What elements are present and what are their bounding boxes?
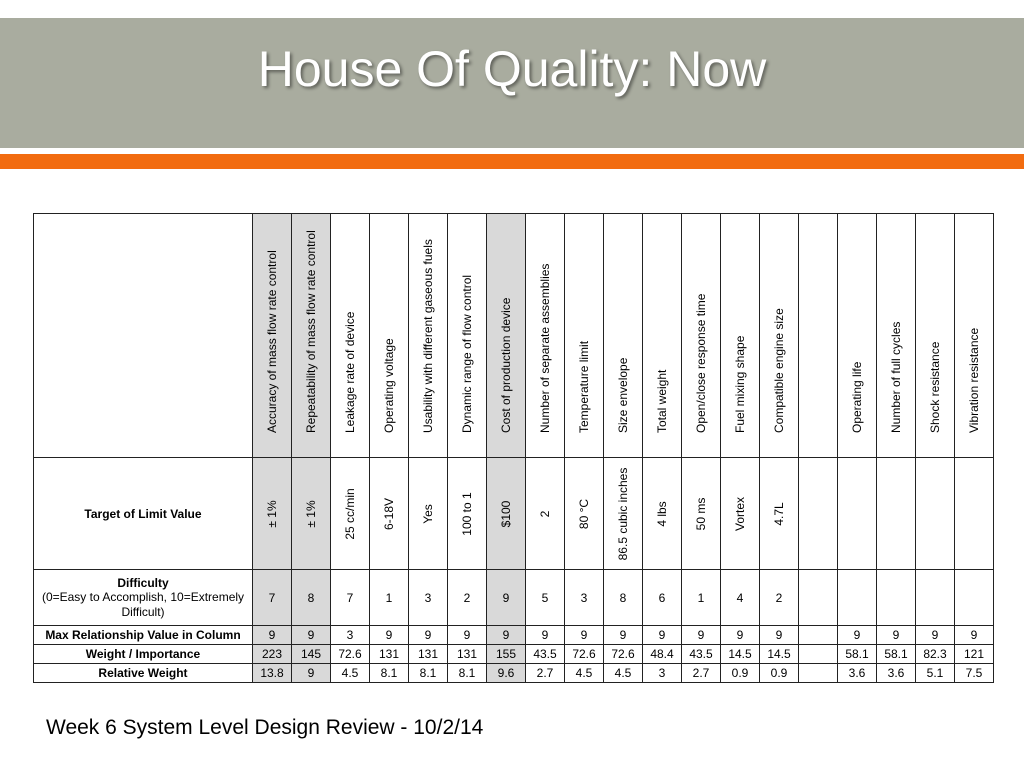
requirement-header-cell (799, 214, 838, 458)
target-value-cell (760, 458, 799, 570)
target-value: ± 1% (304, 499, 318, 528)
difficulty-value-cell: 4 (721, 570, 760, 626)
relative-weight-value-cell: 4.5 (331, 664, 370, 683)
target-value-cell (799, 458, 838, 570)
target-value-cell (370, 458, 409, 570)
weight-value-cell: 14.5 (760, 645, 799, 664)
max-relationship-value-cell: 9 (370, 626, 409, 645)
relative-weight-value-cell: 3.6 (877, 664, 916, 683)
requirement-header: Open/close response time (694, 293, 708, 433)
relative-weight-value-cell (799, 664, 838, 683)
difficulty-value-cell: 7 (331, 570, 370, 626)
difficulty-value-cell: 9 (487, 570, 526, 626)
relative-weight-value-cell: 9 (292, 664, 331, 683)
relative-weight-value-cell: 13.8 (253, 664, 292, 683)
requirement-header: Number of separate assemblies (538, 263, 552, 433)
row-label-weight: Weight / Importance (34, 645, 253, 664)
weight-value-cell: 58.1 (838, 645, 877, 664)
requirement-header-cell (409, 214, 448, 458)
max-relationship-value-cell: 9 (565, 626, 604, 645)
target-value-cell (682, 458, 721, 570)
difficulty-scale: (0=Easy to Accomplish, 10=Extremely Difficult) (41, 589, 245, 619)
requirement-header-cell (526, 214, 565, 458)
difficulty-value-cell (955, 570, 994, 626)
relative-weight-value-cell: 8.1 (370, 664, 409, 683)
max-relationship-value-cell: 9 (526, 626, 565, 645)
difficulty-value-cell: 6 (643, 570, 682, 626)
difficulty-value-cell (916, 570, 955, 626)
weight-value-cell: 72.6 (331, 645, 370, 664)
weight-value-cell: 43.5 (682, 645, 721, 664)
weight-value-cell: 131 (409, 645, 448, 664)
requirement-header-cell (253, 214, 292, 458)
difficulty-value-cell: 1 (682, 570, 721, 626)
requirement-header: Usability with different gaseous fuels (421, 239, 435, 433)
target-value: Yes (421, 503, 435, 524)
target-value-cell (526, 458, 565, 570)
requirement-header: Temperature limit (577, 340, 591, 433)
row-label-max-relationship: Max Relationship Value in Column (34, 626, 253, 645)
weight-value-cell: 72.6 (565, 645, 604, 664)
difficulty-value-cell: 3 (565, 570, 604, 626)
slide-footer: Week 6 System Level Design Review - 10/2/14 (46, 716, 484, 739)
table-row-weight (34, 645, 994, 664)
weight-value-cell: 72.6 (604, 645, 643, 664)
requirement-header: Total weight (655, 369, 669, 433)
weight-value-cell: 131 (448, 645, 487, 664)
requirement-header-cell (838, 214, 877, 458)
target-value: ± 1% (265, 499, 279, 528)
max-relationship-value-cell: 9 (409, 626, 448, 645)
target-value-cell (487, 458, 526, 570)
weight-value-cell: 43.5 (526, 645, 565, 664)
relative-weight-value-cell: 7.5 (955, 664, 994, 683)
requirement-header: Shock resistance (928, 341, 942, 433)
target-value: 4 lbs (655, 500, 669, 527)
target-value: $100 (499, 500, 513, 527)
requirement-header-cell (643, 214, 682, 458)
target-value: 100 to 1 (460, 491, 474, 536)
relative-weight-value-cell: 5.1 (916, 664, 955, 683)
difficulty-value-cell: 8 (604, 570, 643, 626)
target-value-cell (955, 458, 994, 570)
target-value-cell (877, 458, 916, 570)
difficulty-value-cell: 1 (370, 570, 409, 626)
target-value-cell (565, 458, 604, 570)
requirement-header: Leakage rate of device (343, 311, 357, 433)
weight-value-cell: 155 (487, 645, 526, 664)
row-label-target: Target of Limit Value (34, 458, 253, 570)
requirement-header-cell (877, 214, 916, 458)
requirement-header: Size envelope (616, 357, 630, 433)
target-value-cell (916, 458, 955, 570)
relative-weight-value-cell: 8.1 (448, 664, 487, 683)
target-value-cell (331, 458, 370, 570)
difficulty-value-cell (799, 570, 838, 626)
difficulty-value-cell: 3 (409, 570, 448, 626)
target-value-cell (604, 458, 643, 570)
table-row-difficulty (34, 570, 994, 626)
target-value-cell (448, 458, 487, 570)
max-relationship-value-cell: 9 (643, 626, 682, 645)
relative-weight-value-cell: 4.5 (604, 664, 643, 683)
requirement-header: Repeatability of mass flow rate control (304, 230, 318, 433)
target-value: 25 cc/min (343, 487, 357, 540)
requirement-header-cell (721, 214, 760, 458)
table-row-relative-weight (34, 664, 994, 683)
max-relationship-value-cell: 9 (253, 626, 292, 645)
difficulty-value-cell: 2 (760, 570, 799, 626)
target-value: 80 °C (577, 498, 591, 529)
requirement-header: Number of full cycles (889, 321, 903, 433)
max-relationship-value-cell: 9 (292, 626, 331, 645)
weight-value-cell: 14.5 (721, 645, 760, 664)
difficulty-value-cell: 7 (253, 570, 292, 626)
difficulty-value-cell: 2 (448, 570, 487, 626)
weight-value-cell: 223 (253, 645, 292, 664)
target-value-cell (253, 458, 292, 570)
target-value: Vortex (733, 496, 747, 531)
weight-value-cell: 131 (370, 645, 409, 664)
slide-title: House Of Quality: Now (257, 41, 767, 97)
weight-value-cell: 121 (955, 645, 994, 664)
requirement-header-cell (604, 214, 643, 458)
max-relationship-value-cell: 3 (331, 626, 370, 645)
target-value-cell (721, 458, 760, 570)
requirement-header-cell (682, 214, 721, 458)
max-relationship-value-cell: 9 (682, 626, 721, 645)
target-value: 86.5 cubic inches (616, 467, 630, 560)
relative-weight-value-cell: 0.9 (760, 664, 799, 683)
max-relationship-value-cell: 9 (916, 626, 955, 645)
target-value: 2 (538, 510, 552, 517)
target-value-cell (409, 458, 448, 570)
requirement-header-cell (955, 214, 994, 458)
table-row-max-relationship (34, 626, 994, 645)
requirement-header: Operating voltage (382, 338, 396, 433)
requirement-header-cell (292, 214, 331, 458)
target-value-cell (643, 458, 682, 570)
requirement-header: Operating life (850, 361, 864, 433)
max-relationship-value-cell: 9 (955, 626, 994, 645)
requirement-header-cell (448, 214, 487, 458)
relative-weight-value-cell: 2.7 (682, 664, 721, 683)
requirement-header: Vibration resistance (967, 327, 981, 433)
relative-weight-value-cell: 9.6 (487, 664, 526, 683)
relative-weight-value-cell: 3 (643, 664, 682, 683)
difficulty-value-cell: 8 (292, 570, 331, 626)
requirement-header: Dynamic range of flow control (460, 274, 474, 433)
difficulty-value-cell (838, 570, 877, 626)
weight-value-cell: 48.4 (643, 645, 682, 664)
relative-weight-value-cell: 0.9 (721, 664, 760, 683)
weight-value-cell: 145 (292, 645, 331, 664)
row-label-relative-weight: Relative Weight (34, 664, 253, 683)
weight-value-cell: 58.1 (877, 645, 916, 664)
target-value: 50 ms (694, 497, 708, 530)
relative-weight-value-cell: 3.6 (838, 664, 877, 683)
requirement-header: Compatible engine size (772, 308, 786, 433)
relative-weight-value-cell: 4.5 (565, 664, 604, 683)
max-relationship-value-cell: 9 (448, 626, 487, 645)
target-value: 6-18V (382, 497, 396, 530)
difficulty-value-cell: 5 (526, 570, 565, 626)
max-relationship-value-cell: 9 (760, 626, 799, 645)
weight-value-cell: 82.3 (916, 645, 955, 664)
relative-weight-value-cell: 2.7 (526, 664, 565, 683)
corner-cell (34, 214, 253, 458)
table-row-target (34, 458, 994, 570)
max-relationship-value-cell (799, 626, 838, 645)
accent-stripe (0, 154, 1024, 169)
difficulty-title: Difficulty (117, 575, 169, 590)
target-value-cell (838, 458, 877, 570)
max-relationship-value-cell: 9 (838, 626, 877, 645)
requirement-header-cell (487, 214, 526, 458)
max-relationship-value-cell: 9 (721, 626, 760, 645)
max-relationship-value-cell: 9 (604, 626, 643, 645)
requirement-header-cell (565, 214, 604, 458)
requirement-header: Cost of production device (499, 297, 513, 433)
row-label-difficulty (34, 570, 253, 626)
difficulty-value-cell (877, 570, 916, 626)
requirement-header-cell (331, 214, 370, 458)
max-relationship-value-cell: 9 (877, 626, 916, 645)
table-row-requirements (34, 214, 994, 458)
requirement-header: Accuracy of mass flow rate control (265, 250, 279, 433)
target-value: 4.7L (772, 501, 786, 526)
weight-value-cell (799, 645, 838, 664)
requirement-header-cell (916, 214, 955, 458)
requirement-header: Fuel mixing shape (733, 335, 747, 433)
target-value-cell (292, 458, 331, 570)
requirement-header-cell (370, 214, 409, 458)
relative-weight-value-cell: 8.1 (409, 664, 448, 683)
requirement-header-cell (760, 214, 799, 458)
house-of-quality-table (33, 213, 994, 683)
max-relationship-value-cell: 9 (487, 626, 526, 645)
